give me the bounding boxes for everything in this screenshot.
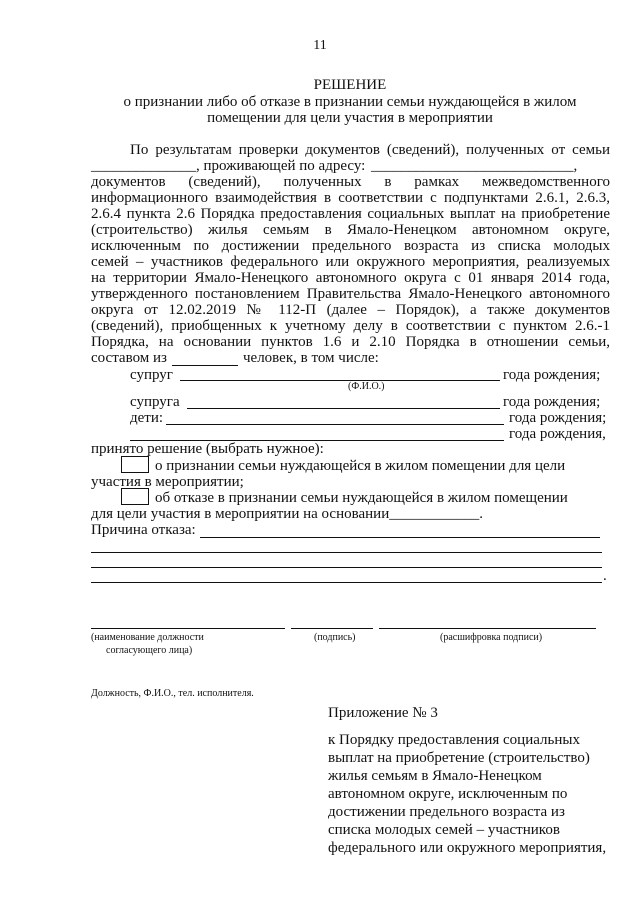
appendix-line: жилья семьям в Ямало-Ненецком [328,768,542,784]
refusal-reason-field-3[interactable] [91,567,602,568]
signature-caption: (подпись) [314,632,356,643]
option-refuse-text-1: об отказе в признании семьи нуждающейся в жилом помещении [155,490,568,506]
body-line-3: документов (сведений), полученных в рамках межведомственного [91,174,610,190]
child-1-birth-label: года рождения; [509,410,607,426]
option-refuse-text-2: для цели участия в мероприятии на основании____________. [91,506,483,522]
child-2-birth-label: года рождения, [509,426,606,442]
document-title: РЕШЕНИЕ [313,77,387,93]
body-line-5: 2.6.4 пункта 2.6 Порядка предоставления социальных выплат на приобретение [91,206,610,222]
body-line-12: (сведений), приобщенных к учетному делу в соответствии с пунктом 2.6.-1 [91,318,610,334]
child-1-field[interactable] [166,424,504,425]
appendix-line: к Порядку предоставления социальных [328,732,580,748]
option-recognize-text-2: участия в мероприятии; [91,474,244,490]
body-line-2-family: ______________, проживающей по адресу: [91,158,366,174]
decision-intro: принято решение (выбрать нужное): [91,441,324,457]
executor-info: Должность, Ф.И.О., тел. исполнителя. [91,688,254,699]
spouse-male-birth-label: года рождения; [503,367,601,383]
refusal-reason-field-1[interactable] [200,537,600,538]
spouse-male-label: супруг [130,367,173,383]
option-recognize-text-1: о признании семьи нуждающейся в жилом помещении для цели [155,458,566,474]
option-recognize-checkbox[interactable] [121,456,149,473]
spouse-male-field[interactable] [180,380,500,381]
position-signature-line[interactable] [91,628,285,629]
appendix-line: выплат на приобретение (строительство) [328,750,590,766]
body-line-8: семей – участников федерального или окружного мероприятия, реализуемых [91,254,610,270]
refusal-reason-end-dot: . [603,568,607,584]
position-caption-2: согласующего лица) [106,645,193,656]
body-line-7: исключенным по достижении предельного возраста из списка молодых [91,238,610,254]
option-refuse-checkbox[interactable] [121,488,149,505]
fio-hint: (Ф.И.О.) [348,381,385,392]
refusal-reason-field-4[interactable] [91,582,602,583]
refusal-reason-label: Причина отказа: [91,522,196,538]
refusal-reason-field-2[interactable] [91,552,602,553]
body-line-6: (строительство) жилья семьям в Ямало-Ненецком автономном округе, [91,222,610,238]
page-number: 11 [313,38,327,53]
appendix-line: списка молодых семей – участников [328,822,560,838]
signature-decode-line[interactable] [379,628,596,629]
body-line-11: округа от 12.02.2019 № 112-П (далее – Порядок), а также документов [91,302,610,318]
body-line-14-tail: человек, в том числе: [243,350,379,366]
spouse-female-birth-label: года рождения; [503,394,601,410]
signature-line[interactable] [291,628,373,629]
children-label: дети: [130,410,164,426]
body-line-2-address: ___________________________, [371,158,578,174]
body-line-4: информационного взаимодействия в соответствии с подпунктами 2.6.1, 2.6.3, [91,190,610,206]
document-subtitle-line-2: помещении для цели участия в мероприятии [207,110,493,126]
signature-decode-caption: (расшифровка подписи) [440,632,543,643]
appendix-line: достижении предельного возраста из [328,804,565,820]
body-line-1: По результатам проверки документов (сведений), полученных от семьи [130,142,610,158]
body-line-9: на территории Ямало-Ненецкого автономного округа с 01 января 2014 года, [91,270,610,286]
appendix-title: Приложение № 3 [328,705,438,721]
appendix-line: автономном округе, исключенным по [328,786,568,802]
spouse-female-label: супруга [130,394,180,410]
family-count-field[interactable] [172,365,238,366]
appendix-line: федерального или окружного мероприятия, [328,840,607,856]
body-line-10: утвержденного постановлением Правительства Ямало-Ненецкого автономного [91,286,610,302]
position-caption-1: (наименование должности [91,632,204,643]
document-subtitle-line-1: о признании либо об отказе в признании семьи нуждающейся в жилом [123,94,577,110]
body-line-13: Порядка, на основании пунктов 1.6 и 2.10 Порядка в отношении семьи, [91,334,610,350]
spouse-female-field[interactable] [187,408,500,409]
body-line-14-label: составом из [91,350,167,366]
